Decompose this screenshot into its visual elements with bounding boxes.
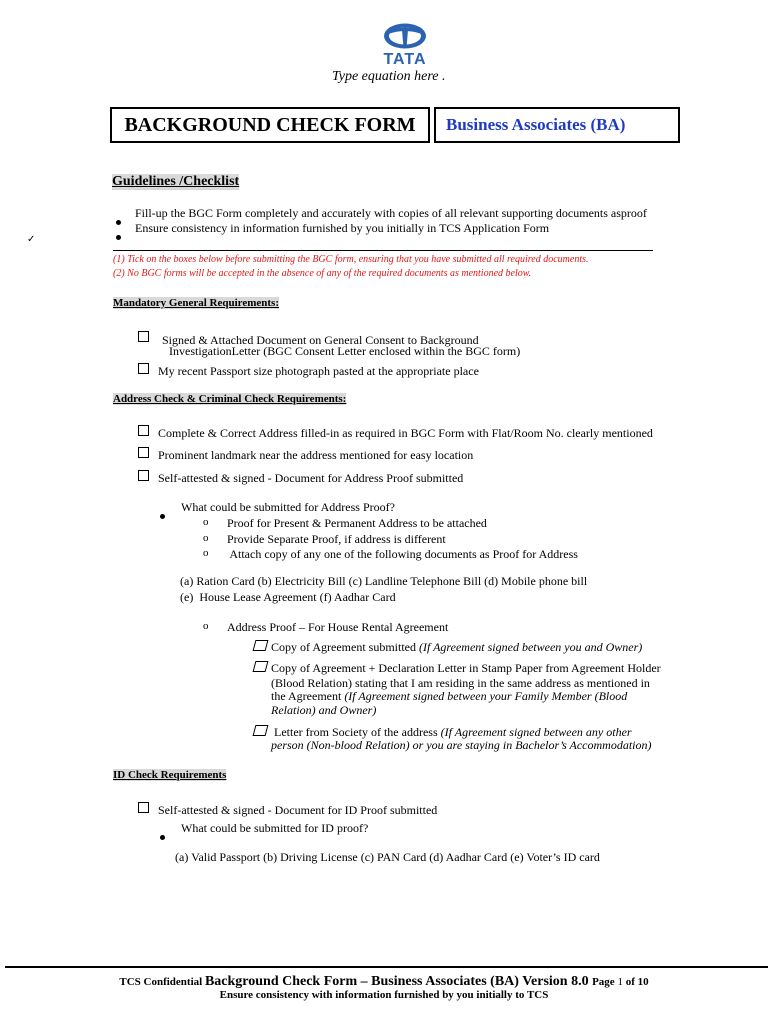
id-check-item: Self-attested & signed - Document for ID Proof submitted: [158, 803, 438, 817]
guideline-bullet-2: [116, 227, 121, 245]
form-title-box: [110, 107, 430, 143]
address-documents-line1: (a) Ration Card (b) Electricity Bill (c) Landline Telephone Bill (d) Mobile phone bill: [180, 574, 588, 588]
footer-line-1: [0, 972, 768, 990]
divider-rule: [113, 250, 653, 251]
mandatory-item-1-line1: Signed & Attached Document on General Consent to Background: [162, 333, 479, 347]
note-1: (1) Tick on the boxes below before submitting the BGC form, ensuring that you have submitted all required documents.: [113, 254, 589, 265]
guideline-text-1: Fill-up the BGC Form completely and accurately with copies of all relevant supporting documents asproof: [135, 206, 647, 220]
proof-subitem-2: Provide Separate Proof, if address is different: [227, 532, 446, 546]
form-subtitle: Business Associates (BA): [446, 115, 626, 134]
rental-item-2-line4: Relation) and Owner): [271, 703, 377, 717]
checkbox-address-complete[interactable]: [138, 423, 149, 441]
equation-placeholder[interactable]: Type equation here .: [332, 69, 446, 84]
tata-logo-text: TATA: [383, 51, 427, 68]
address-item-2: Prominent landmark near the address mentioned for easy location: [158, 448, 474, 462]
footer-page-label: Page: [592, 976, 618, 988]
checkbox-declaration[interactable]: [254, 659, 267, 677]
checkbox-address-proof[interactable]: [138, 468, 149, 486]
checkbox-consent[interactable]: [138, 329, 149, 347]
proof-subitem-1: Proof for Present & Permanent Address to be attached: [227, 516, 487, 530]
checkbox-agreement[interactable]: [254, 638, 267, 656]
sub-marker-1: o: [203, 516, 209, 528]
address-item-1: Complete & Correct Address filled-in as required in BGC Form with Flat/Room No. clearly mentioned: [158, 426, 653, 440]
id-bullet: [160, 827, 165, 845]
guidelines-heading: Guidelines /Checklist: [112, 174, 240, 189]
tata-emblem-icon: [382, 22, 428, 50]
mandatory-item-2: My recent Passport size photograph pasted at the appropriate place: [158, 364, 479, 378]
proof-question: What could be submitted for Address Proof?: [181, 500, 395, 514]
footer-page-number: 1: [617, 976, 623, 988]
sub-marker-3: o: [203, 547, 209, 559]
form-title: BACKGROUND CHECK FORM: [124, 113, 416, 136]
form-subtitle-box: [434, 107, 680, 143]
rental-item-3-line1: Letter from Society of the address (If Agreement signed between any other: [271, 725, 632, 739]
tata-logo: [360, 22, 450, 69]
proof-bullet: [160, 506, 165, 524]
footer-rule: [5, 966, 768, 968]
checkbox-id-proof[interactable]: [138, 800, 149, 818]
rental-item-2-line2: (Blood Relation) stating that I am residing in the same address as mentioned in: [271, 676, 650, 690]
rental-item-3-line2: person (Non-blood Relation) or you are staying in Bachelor’s Accommodation): [271, 738, 652, 752]
margin-checkmark-icon: ✓: [27, 234, 36, 245]
address-heading: Address Check & Criminal Check Requirements:: [113, 393, 347, 405]
address-item-3: Self-attested & signed - Document for Address Proof submitted: [158, 471, 464, 485]
note-2: (2) No BGC forms will be accepted in the absence of any of the required documents as mentioned below.: [113, 268, 532, 279]
mandatory-item-1-line2: InvestigationLetter (BGC Consent Letter enclosed within the BGC form): [169, 344, 521, 358]
address-documents-line2: (e) House Lease Agreement (f) Aadhar Card: [180, 590, 396, 604]
proof-subitem-3: Attach copy of any one of the following documents as Proof for Address: [227, 547, 578, 561]
mandatory-heading: Mandatory General Requirements:: [113, 297, 279, 309]
rental-item-2-line3: the Agreement (If Agreement signed between your Family Member (Blood: [271, 689, 628, 703]
checkbox-photo[interactable]: [138, 361, 149, 379]
id-check-heading: ID Check Requirements: [113, 769, 227, 781]
checkbox-society-letter[interactable]: [254, 723, 267, 741]
checkbox-landmark[interactable]: [138, 445, 149, 463]
footer-form-name: Background Check Form – Business Associates (BA) Version 8.0: [204, 974, 593, 989]
id-documents: (a) Valid Passport (b) Driving License (c) PAN Card (d) Aadhar Card (e) Voter’s ID card: [175, 850, 600, 864]
footer-of-label: of 10: [622, 976, 649, 988]
footer-confidential: TCS Confidential: [119, 976, 205, 988]
footer-note: Ensure consistency with information furnished by you initially to TCS: [219, 989, 549, 1001]
rental-heading: Address Proof – For House Rental Agreement: [227, 620, 449, 634]
sub-marker-rental: o: [203, 620, 209, 632]
rental-item-1: Copy of Agreement submitted (If Agreement signed between you and Owner): [271, 640, 643, 654]
rental-item-2-line1: Copy of Agreement + Declaration Letter in Stamp Paper from Agreement Holder: [271, 661, 661, 675]
id-question: What could be submitted for ID proof?: [181, 821, 369, 835]
sub-marker-2: o: [203, 532, 209, 544]
guideline-text-2: Ensure consistency in information furnished by you initially in TCS Application Form: [135, 221, 550, 235]
